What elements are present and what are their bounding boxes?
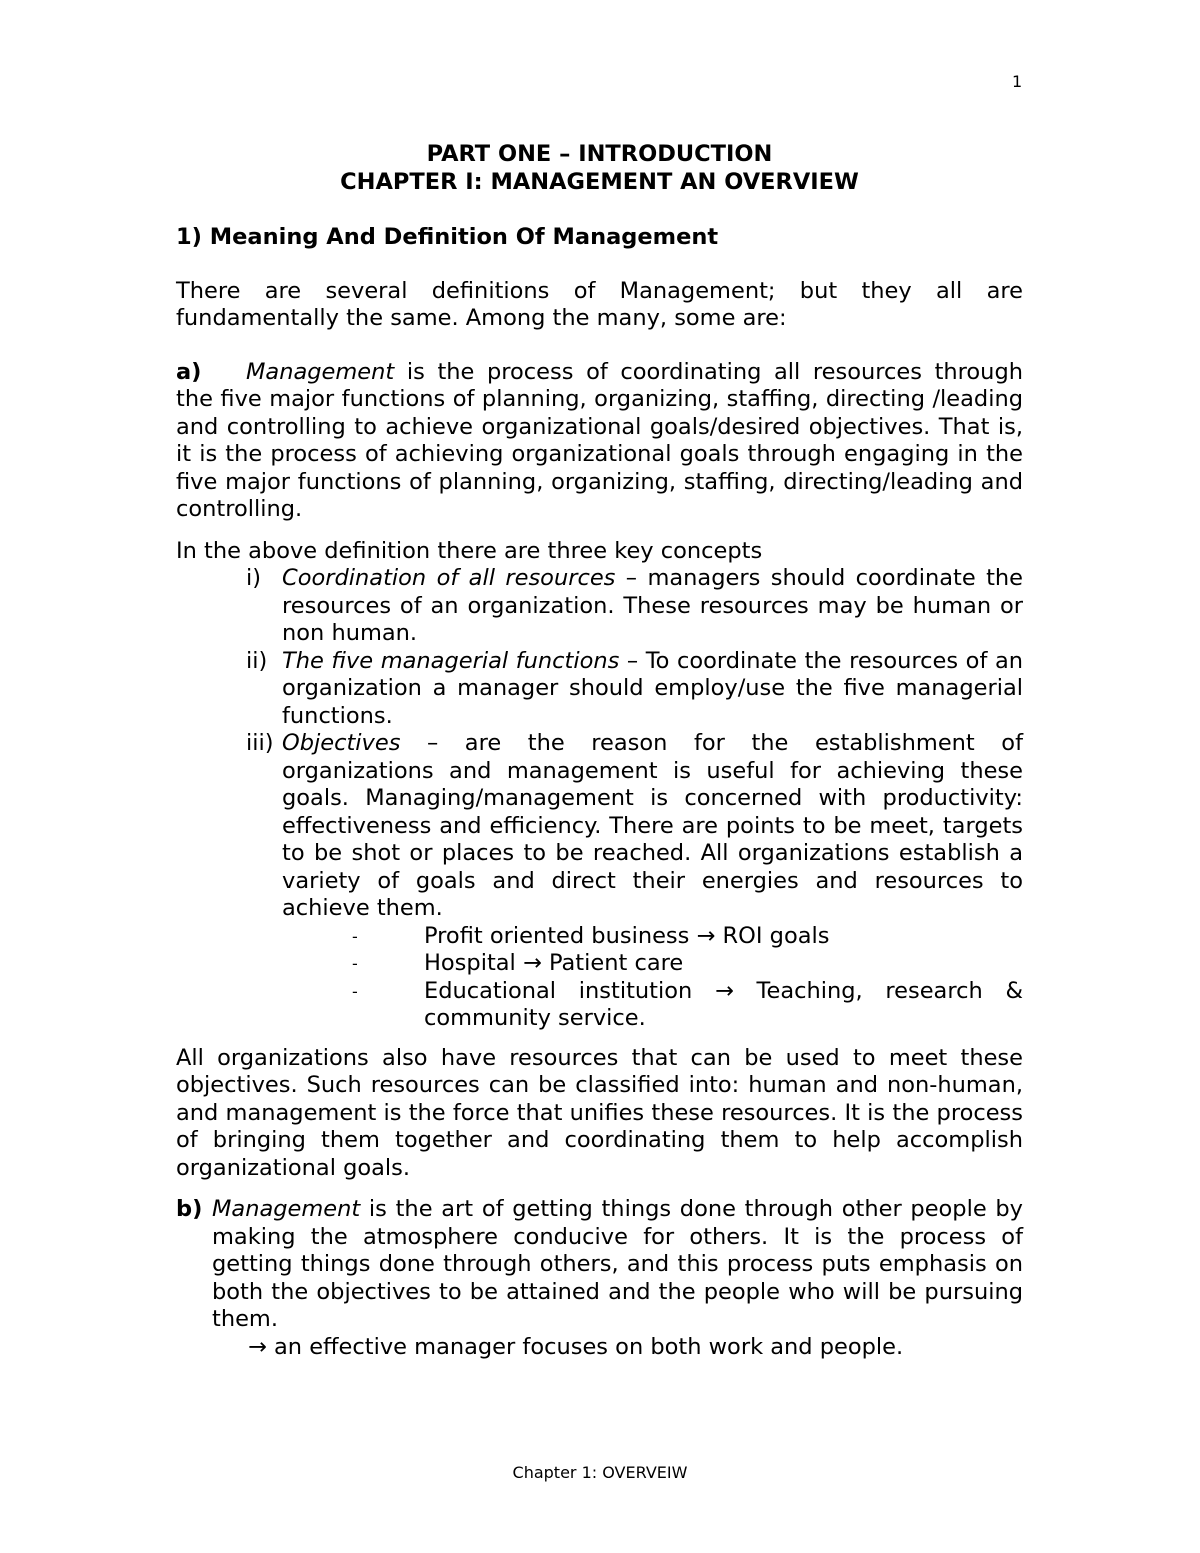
concept-text	[282, 730, 1023, 923]
concept-term: Objectives	[282, 730, 401, 756]
definition-a-text	[176, 359, 1023, 524]
definition-b-body: is the art of getting things done through other people by making the atmosphere conducive for others. It is the process of getting things done through others, and this process puts emphasis on both the objectives to be attained and the people who will be pursuing them.	[212, 1196, 1023, 1332]
resources-paragraph: All organizations also have resources that can be used to meet these objectives. Such resources can be classified into: human and non-human, and management is the force that unifies these resources. It is the process of bringing them together and coordinating them to help accomplish organizational goals.	[176, 1044, 1023, 1181]
example-dash: -	[352, 926, 358, 946]
example-dash: -	[352, 954, 358, 973]
definition-a-marker: a)	[176, 358, 202, 385]
list-item	[352, 950, 1023, 978]
list-item	[352, 978, 1023, 1033]
definition-b-marker: b)	[176, 1196, 203, 1222]
definition-b-text	[212, 1196, 1023, 1334]
part-heading: PART ONE – INTRODUCTION	[426, 141, 773, 167]
example-text: Educational institution → Teaching, research & community service.	[424, 977, 1023, 1031]
example-dash: -	[352, 981, 358, 1001]
page-number: 1	[1012, 72, 1023, 91]
concepts-list	[246, 565, 1023, 923]
concept-marker: iii)	[246, 730, 274, 756]
definition-a-body: is the process of coordinating all resources through the five major functions of planning, organizing, staffing, directing /leading and controlling to achieve organizational goals/desired objectives. That is, it is the process of achieving organizational goals through engaging in the five major functions of planning, organizing, staffing, directing/leading and controlling.	[176, 358, 1023, 522]
concept-marker: ii)	[246, 647, 268, 674]
concept-term: Coordination of all resources	[282, 565, 616, 591]
concept-text	[282, 648, 1023, 731]
concept-body: – To coordinate the resources of an organization a manager should employ/use the five managerial functions.	[282, 647, 1023, 729]
concepts-intro: In the above definition there are three key concepts	[176, 537, 763, 564]
definition-b-term: Management	[212, 1196, 361, 1222]
arrow-note: → an effective manager focuses on both work and people.	[248, 1333, 904, 1360]
list-item	[246, 648, 1023, 731]
list-item	[352, 923, 1023, 951]
definition-a	[176, 359, 1023, 524]
list-item	[246, 730, 1023, 923]
definition-b	[176, 1196, 1023, 1334]
section-title: 1) Meaning And Definition Of Management	[176, 224, 719, 250]
concept-text	[282, 565, 1023, 648]
page-footer: Chapter 1: OVERVEIW	[512, 1463, 688, 1482]
example-text: Hospital → Patient care	[424, 950, 684, 976]
chapter-heading: CHAPTER I: MANAGEMENT AN OVERVIEW	[340, 169, 859, 195]
concept-marker: i)	[246, 565, 262, 591]
examples-list	[352, 923, 1023, 1033]
document-body	[176, 140, 1023, 1361]
list-item	[246, 565, 1023, 648]
concept-body: – are the reason for the establishment of organizations and management is useful for achieving these goals. Managing/management is concerned with productivity: effectiveness and efficiency. There are points to be meet, targets to be shot or places to be reached. All organizations establish a variety of goals and direct their energies and resources to achieve them.	[282, 730, 1023, 921]
example-text: Profit oriented business → ROI goals	[424, 922, 830, 949]
concept-term: The five managerial functions	[282, 647, 620, 674]
definition-a-term: Management	[246, 358, 395, 385]
concept-body: – managers should coordinate the resources of an organization. These resources may be human or non human.	[282, 565, 1023, 646]
intro-paragraph: There are several definitions of Management; but they all are fundamentally the same. Among the many, some are:	[176, 277, 1023, 331]
